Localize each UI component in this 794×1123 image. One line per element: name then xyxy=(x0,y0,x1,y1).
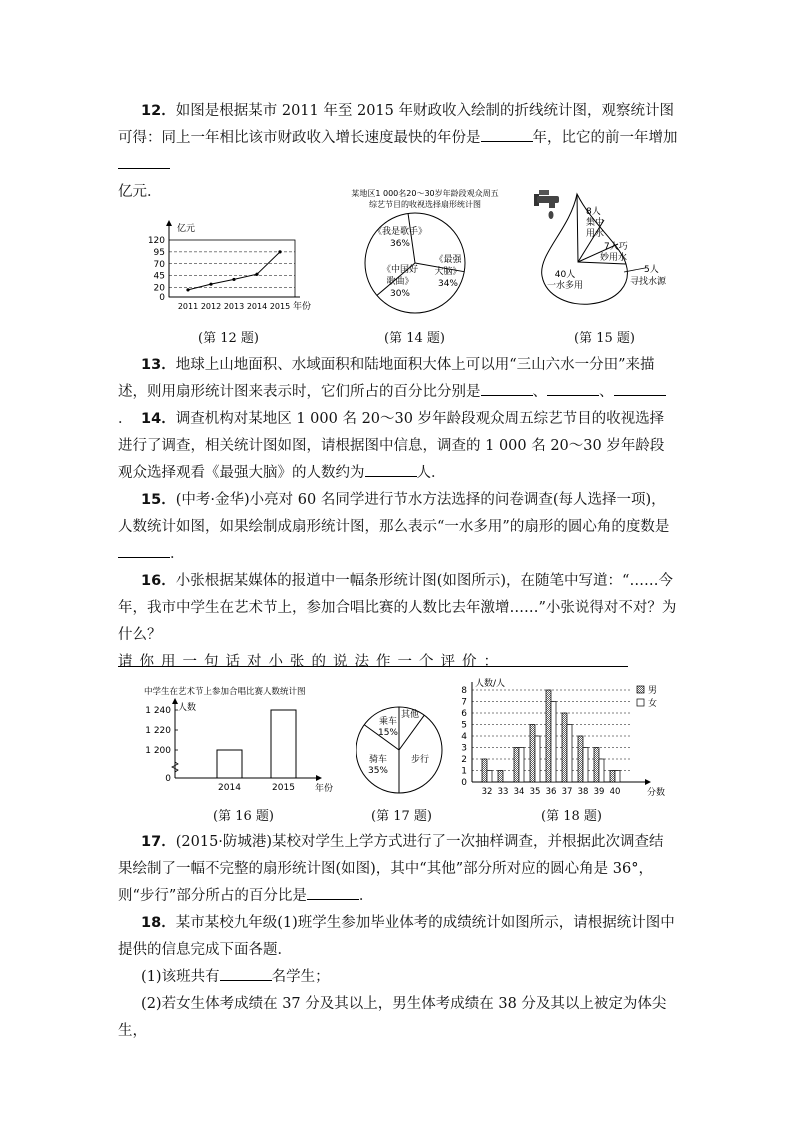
fig12-ytick: 45 xyxy=(153,271,165,282)
q18-part2: (2)若女生体考成绩在 37 分及其以上，男生体考成绩在 38 分及其以上被定为体尖生， xyxy=(118,996,667,1039)
fig18-bar-female-35 xyxy=(535,736,540,782)
q16-line3: 请你用一句话对小张的说法作一个评价： xyxy=(118,654,505,670)
fig14-title-2: 综艺节目的收视选择扇形统计图 xyxy=(369,200,481,209)
fig18-bar-male-38 xyxy=(578,736,583,782)
fig18-grouped-bar-chart xyxy=(455,674,675,800)
fig18-ytick: 5 xyxy=(461,720,467,731)
fig12-point xyxy=(255,273,258,276)
q17-text: (2015·防城港)某校对学生上学方式进行了一次抽样调查，并根据此次调查结果绘制了一幅不完整的扇形统计图(如图)，其中“其他”部分所对应的圆心角是 36°，则“步行”部分所占的百分比是 xyxy=(118,834,664,904)
fig18-bar-female-40 xyxy=(615,771,620,783)
fig18-xtick: 35 xyxy=(529,787,541,797)
question-17 xyxy=(118,829,678,910)
fig12-xtick: 2014 xyxy=(246,302,268,311)
fig15-a1: 8人 xyxy=(586,207,601,217)
fig12-ytick: 70 xyxy=(153,259,165,270)
q14-end: 人． xyxy=(416,465,446,481)
question-18 xyxy=(118,910,678,1045)
fig18-bar-male-40 xyxy=(610,771,615,783)
fig12-xtick: 2011 xyxy=(177,302,199,311)
q18-number: 18． xyxy=(141,915,176,931)
fig12-y-arrow xyxy=(166,220,172,226)
fig16-ytick: 0 xyxy=(165,774,171,784)
fig12-line-chart xyxy=(140,212,325,312)
fig16-ytick: 1 240 xyxy=(145,706,171,716)
fig16-ytick: 1 200 xyxy=(145,746,171,756)
fig17-label-s1-a: 乘车 xyxy=(378,717,398,727)
fig12-ytick: 120 xyxy=(147,236,165,246)
fig14-label-s2-name-1: 《最强 xyxy=(434,255,462,265)
q16-text: 小张根据某媒体的报道中一幅条形统计图(如图所示)，在随笔中写道：“……今年，我市中学生在艺术节上，参加合唱比赛的人数比去年激增……”小张说得对不对？为什么？ xyxy=(118,573,677,643)
fig12-point xyxy=(186,288,189,291)
q13-sep-2: 、 xyxy=(599,384,614,400)
fig18-bar-female-32 xyxy=(487,771,492,783)
fig14-label-s2-pct: 34% xyxy=(437,279,459,289)
q13-sep-1: 、 xyxy=(532,384,547,400)
fig12-xlabel: 年份 xyxy=(293,302,312,312)
q13-number: 13． xyxy=(141,357,176,373)
fig18-legend-male-swatch xyxy=(637,686,644,693)
fig18-bar-male-32 xyxy=(482,759,487,782)
fig18-ytick: 2 xyxy=(461,755,467,765)
fig15-a2: 集中 xyxy=(586,218,605,228)
q13-blank-3[interactable] xyxy=(614,381,666,396)
fig18-bar-male-33 xyxy=(498,771,503,783)
fig12-series-line xyxy=(188,252,280,290)
fig18-caption: (第 18 题) xyxy=(541,809,602,824)
q13-end: ． xyxy=(118,411,133,427)
fig12-caption: (第 12 题) xyxy=(198,331,259,346)
fig12-ytick: 20 xyxy=(153,283,165,294)
fig15-d1: 5人 xyxy=(644,265,659,275)
fig14-label-s3-name-1: 《中国好 xyxy=(381,265,419,275)
fig18-bar-male-34 xyxy=(514,748,519,783)
fig18-ytick: 4 xyxy=(461,732,467,742)
fig12-point xyxy=(209,283,212,286)
q16-number: 16． xyxy=(141,573,176,589)
q17-number: 17． xyxy=(141,834,176,850)
fig17-label-s3-b: 35% xyxy=(367,766,389,776)
fig15-d2: 寻找水源 xyxy=(630,277,667,287)
q13-text: 地球上山地面积、水域面积和陆地面积大体上可以用“三山六水一分田”来描述，则用扇形统计图来表示时，它们所占的百分比分别是 xyxy=(118,357,655,400)
fig16-bar-chart xyxy=(140,684,350,794)
q12-text: 如图是根据某市 2011 年至 2015 年财政收入绘制的折线统计图，观察统计图可得：同上一年相比该市财政收入增长速度最快的年份是 xyxy=(118,103,674,146)
fig16-ylabel: 人数 xyxy=(178,703,197,713)
q17-blank[interactable] xyxy=(307,885,359,900)
fig15-b2: 妙用水 xyxy=(600,253,628,263)
fig17-label-s1-b: 15% xyxy=(377,728,399,738)
fig15-caption: (第 15 题) xyxy=(574,331,635,346)
q12-blank-2[interactable] xyxy=(118,154,170,169)
fig18-xtick: 37 xyxy=(561,787,573,797)
fig12-xtick: 2015 xyxy=(269,302,291,311)
fig18-bar-female-39 xyxy=(599,759,604,782)
q15-text: (中考·金华)小亮对 60 名同学进行节水方法选择的问卷调查(每人选择一项)，人数统计如图，如果绘制成扇形统计图，那么表示“一水多用”的扇形的圆心角的度数是 xyxy=(118,492,670,535)
fig18-xtick: 38 xyxy=(577,787,589,797)
fig15-c2: 一水多用 xyxy=(546,281,584,291)
fig12-point xyxy=(232,278,235,281)
fig18-xtick: 40 xyxy=(609,787,621,797)
fig16-caption: (第 16 题) xyxy=(213,809,274,824)
fig18-ytick: 3 xyxy=(461,743,467,754)
q12-text-2: 年，比它的前一年增加 xyxy=(532,130,678,146)
fig16-xtick: 2015 xyxy=(272,783,295,793)
q13-blank-1[interactable] xyxy=(481,381,533,396)
q12-blank-1[interactable] xyxy=(481,127,533,142)
q14-text: 调查机构对某地区 1 000 名 20～30 岁年龄段观众周五综艺节目的收视选择进行了调查，相关统计图如图，请根据图中信息，调查的 1 000 名 20～30 岁年龄段观众选择观看《最强大脑》的人数约为 xyxy=(118,411,665,481)
fig17-caption: (第 17 题) xyxy=(371,809,432,824)
fig18-xtick: 32 xyxy=(481,787,493,797)
fig17-slice-3 xyxy=(399,715,424,750)
q14-blank[interactable] xyxy=(365,462,417,477)
q18-blank-1[interactable] xyxy=(220,966,272,981)
fig18-legend-female: 女 xyxy=(648,699,658,709)
q12-text-3: 亿元． xyxy=(118,184,162,200)
q13-blank-2[interactable] xyxy=(547,381,599,396)
fig18-ylabel: 人数/人 xyxy=(475,679,506,689)
fig16-y-arrow xyxy=(172,698,178,704)
fig18-xtick: 36 xyxy=(545,787,557,797)
fig18-bar-female-37 xyxy=(567,725,572,783)
fig12-ylabel: 亿元 xyxy=(177,224,196,234)
question-15 xyxy=(118,487,678,568)
fig18-xtick: 39 xyxy=(593,787,605,797)
fig18-bar-female-34 xyxy=(519,748,524,783)
fig15-water-drop-chart xyxy=(520,184,690,309)
fig15-c1: 40人 xyxy=(554,270,576,280)
fig14-pie-chart xyxy=(330,186,520,314)
q12-number: 12． xyxy=(141,103,176,119)
fig18-ytick: 8 xyxy=(461,686,467,696)
fig12-ytick: 95 xyxy=(153,247,165,258)
fig18-bar-male-39 xyxy=(594,748,599,783)
fig14-label-s2-name-2: 大脑》 xyxy=(434,267,462,277)
question-14 xyxy=(118,406,678,487)
fig16-xtick: 2014 xyxy=(218,783,241,793)
fig18-ytick: 0 xyxy=(461,778,467,788)
q16-answer-line[interactable] xyxy=(118,666,628,667)
fig12-xtick: 2012 xyxy=(200,302,222,311)
q15-end: ． xyxy=(170,546,185,562)
fig18-xlabel: 分数 xyxy=(647,788,666,798)
fig18-ytick: 1 xyxy=(461,766,467,777)
fig15-a3: 用水 xyxy=(586,229,605,239)
fig18-xtick: 34 xyxy=(513,787,525,797)
fig15-b1: 7人巧 xyxy=(604,242,628,252)
fig18-bar-male-36 xyxy=(546,690,551,782)
fig14-label-s3-pct: 30% xyxy=(389,289,411,299)
fig16-x-arrow xyxy=(316,775,322,781)
fig18-bar-female-38 xyxy=(583,748,588,783)
fig12-xtick: 2013 xyxy=(223,302,245,311)
fig17-label-s3-a: 骑车 xyxy=(368,755,388,765)
fig16-ytick: 1 220 xyxy=(145,726,171,736)
fig14-label-s3-name-2: 歌曲》 xyxy=(386,277,414,287)
fig14-label-s1-pct: 36% xyxy=(389,239,411,249)
fig16-bar-2014 xyxy=(217,750,242,778)
fig12-point xyxy=(278,250,281,253)
q18-text: 某市某校九年级(1)班学生参加毕业体考的成绩统计如图所示，请根据统计图中提供的信息完成下面各题． xyxy=(118,915,675,958)
fig17-label-s4: 步行 xyxy=(410,755,430,765)
faucet-icon xyxy=(534,190,559,219)
fig18-xtick: 33 xyxy=(497,787,509,797)
fig12-ytick: 0 xyxy=(159,293,165,303)
fig18-ytick: 6 xyxy=(461,709,467,719)
question-16 xyxy=(118,568,678,676)
fig18-legend-female-swatch xyxy=(637,699,644,706)
q17-end: ． xyxy=(358,888,374,904)
fig14-title-1: 某地区1 000名20～30岁年龄段观众周五 xyxy=(351,189,499,198)
fig17-label-s2: 其他 xyxy=(400,710,420,720)
fig18-bar-male-35 xyxy=(530,725,535,783)
fig17-pie-chart xyxy=(356,700,446,800)
fig16-xlabel: 年份 xyxy=(315,784,334,794)
fig18-legend-male: 男 xyxy=(648,686,658,696)
q14-number: 14． xyxy=(141,411,176,427)
q15-number: 15． xyxy=(141,492,176,508)
q15-blank[interactable] xyxy=(118,543,170,558)
fig14-caption: (第 14 题) xyxy=(384,331,445,346)
fig18-bar-female-36 xyxy=(551,702,556,783)
q18-part1-a: (1)该班共有 xyxy=(141,969,220,985)
fig18-ytick: 7 xyxy=(461,697,467,708)
fig18-x-arrow xyxy=(645,779,651,785)
fig14-label-s1-name: 《我是歌手》 xyxy=(372,227,428,237)
fig16-bar-2015 xyxy=(271,710,296,778)
fig16-title: 中学生在艺术节上参加合唱比赛人数统计图 xyxy=(144,687,306,697)
q18-part1-b: 名学生； xyxy=(271,969,330,985)
fig18-bar-male-37 xyxy=(562,713,567,782)
